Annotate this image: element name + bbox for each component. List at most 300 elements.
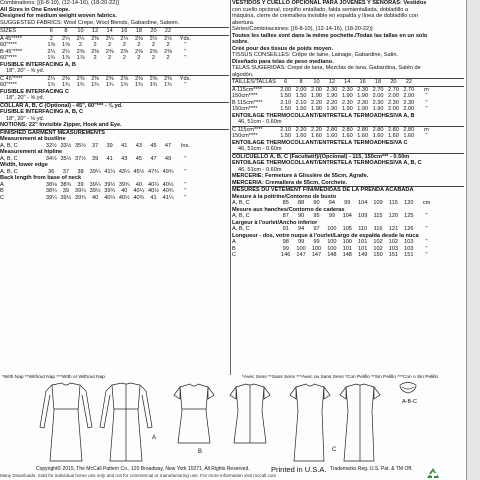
table-cell: 39¾ [104, 188, 116, 194]
table-cell: 41 [106, 155, 113, 162]
size-cell: 12 [328, 79, 335, 85]
metric-yardage-table [232, 87, 464, 113]
table-cell: 91 [282, 226, 289, 232]
table-cell: 2⅜ [134, 35, 143, 42]
notions: NOTIONS: 22" Invisible Zipper, Hook and Eye. [0, 122, 122, 128]
table-cell: 47 [164, 142, 172, 149]
row-label: A [232, 239, 236, 245]
table-cell: 2.10 [280, 99, 292, 106]
table-cell: 102 [373, 239, 383, 245]
table-cell: 99 [282, 245, 289, 252]
table-cell: 40¾ [162, 188, 174, 194]
text-line: SUGGESTED FABRICS: Wool Crepe, Wool Blends, Gabardine, Sateen. [0, 19, 180, 26]
unit-cell: m [424, 86, 429, 93]
text-line: Combinations: [(6-8-10), (12-14-16), (18-20-22)] [0, 0, 119, 6]
table-cell: 2 [137, 42, 141, 48]
table-cell: 2 [122, 42, 126, 48]
table-cell: 2.00 [387, 93, 399, 99]
table-cell: 87 [282, 213, 289, 219]
table-cell: 147 [311, 252, 322, 258]
table-cell: 2½ [149, 35, 158, 42]
table-cell: 37 [91, 142, 99, 149]
table-cell: 2.30 [357, 99, 369, 106]
unit-cell: " [425, 239, 428, 245]
table-cell: 39¼ [45, 194, 57, 201]
view-c-label: C [332, 447, 337, 453]
table-cell: 148 [327, 252, 337, 258]
row-label: A, B, C [232, 226, 250, 232]
table-cell: 1.60 [357, 133, 369, 139]
table-cell: 2.00 [403, 93, 415, 99]
unit-cell: " [184, 168, 187, 175]
table-cell: 2⅜ [105, 75, 114, 82]
table-cell: 85 [282, 200, 289, 206]
table-cell: 2 [166, 42, 170, 48]
size-cell: 20 [150, 28, 157, 34]
entoilage-c-text: 46, 51cm - 0.60m [238, 146, 282, 152]
table-cell: 1.90 [357, 93, 369, 99]
recycle-icon [426, 467, 440, 479]
table-cell: 110 [358, 226, 368, 232]
table-cell: 2.30 [341, 86, 353, 93]
table-cell: 2¼ [62, 35, 70, 42]
col-cuello-yardage: COL/CUELLO A, B, C (Facultatif)/(Opcional) - 115, 150cm*** - 0.50m [232, 153, 410, 160]
table-cell: 36 [48, 168, 55, 175]
size-cell: 10 [313, 79, 320, 85]
table-cell: 104 [342, 213, 352, 219]
table-cell: 40 [135, 181, 142, 188]
table-cell: 1.90 [311, 93, 322, 99]
table-cell: 2.10 [280, 126, 292, 133]
table-cell: 1¾ [47, 82, 56, 88]
table-cell: 40 [91, 194, 99, 201]
table-cell: 101 [357, 245, 368, 252]
fabric-yardage-table [0, 36, 229, 62]
table-cell: 2 [166, 55, 170, 61]
table-cell: 38 [77, 168, 84, 175]
row-label: A, B, C [0, 155, 18, 162]
table-cell: 1.90 [341, 93, 353, 99]
row-label: B 115cm**** [232, 99, 263, 106]
row-label: A 115cm**** [232, 86, 263, 93]
unit-cell: Yds. [179, 35, 191, 42]
table-cell: 39 [62, 188, 69, 194]
text-line: VESTIDOS Y CUELLO OPCIONAL PARA JÓVENES Y SEÑORAS: Vestidos [232, 0, 427, 6]
size-cell: 12 [91, 28, 99, 34]
table-cell: 2⅜ [91, 48, 99, 55]
table-cell: 2¼ [105, 35, 114, 42]
row-label: C 45"**** [0, 75, 23, 82]
trademark: Trademarks Reg. U.S. Pat. & TM Off. [330, 466, 413, 472]
table-cell: 103 [388, 245, 399, 252]
table-cell: 2 [137, 55, 141, 61]
table-cell: 2.70 [372, 86, 384, 93]
table-cell: 1.50 [280, 133, 292, 139]
table-cell: 99 [313, 239, 320, 245]
table-row [232, 200, 464, 207]
table-cell: 2¼ [47, 75, 56, 82]
intro-text [0, 0, 229, 26]
row-label: 60"**** [0, 82, 17, 88]
table-cell: 39 [106, 142, 113, 149]
row-label: A, B, C [232, 213, 250, 219]
table-cell: 2.70 [387, 86, 399, 93]
table-cell: 2.30 [357, 86, 369, 93]
row-label: B [232, 245, 236, 252]
table-cell: 2.00 [311, 86, 322, 93]
table-cell: 88 [297, 200, 305, 206]
size-cell: 8 [299, 79, 303, 85]
table-cell: 2.30 [372, 99, 384, 106]
table-cell: 103 [404, 239, 414, 245]
table-cell: 41 [121, 142, 128, 149]
table-cell: 2 [49, 35, 53, 42]
table-cell: 2⅜ [76, 48, 85, 55]
size-cell: 14 [106, 28, 113, 34]
table-cell: 35½ [75, 142, 86, 149]
unit-cell: " [425, 133, 428, 139]
table-cell: 1.90 [311, 106, 322, 112]
table-cell: 39½ [89, 188, 101, 194]
table-cell: 102 [388, 239, 399, 245]
table-cell: 2.70 [403, 86, 415, 93]
row-label: 150cm**** [232, 133, 258, 139]
table-cell: 1.50 [295, 93, 307, 99]
unit-cell: " [425, 245, 428, 252]
table-cell: 1¾ [91, 82, 99, 88]
unit-cell: " [184, 48, 187, 55]
unit-cell: " [184, 42, 187, 48]
table-cell: 109 [357, 213, 368, 219]
table-cell: 115 [388, 200, 398, 206]
table-cell: 2⅜ [105, 48, 114, 55]
table-cell: 1¾ [105, 82, 114, 88]
table-cell: 104 [357, 200, 368, 206]
table-cell: 99 [328, 213, 335, 219]
table-cell: 149 [357, 252, 368, 258]
table-cell: 39¾ [75, 194, 86, 201]
table-row [232, 252, 464, 259]
table-cell: 38¾ [45, 188, 57, 194]
table-cell: 100 [327, 239, 337, 245]
table-cell: 126 [404, 226, 414, 232]
size-cell: 8 [64, 28, 68, 34]
table-cell: 2.30 [326, 86, 338, 93]
table-cell: 40 [121, 188, 128, 194]
table-cell: 1¾ [47, 55, 56, 61]
finished-measurements-title: FINISHED GARMENT MEASUREMENTS [0, 129, 106, 136]
text-line: abertura. [232, 19, 255, 26]
entoilage-abc-text: 46, 51cm - 0.60m [238, 166, 282, 173]
unit-cell: Yds. [179, 75, 191, 82]
text-line: algodón. [232, 71, 254, 78]
unit-cell: " [184, 194, 187, 201]
width-title: Width, lower edge [0, 162, 48, 168]
table-cell: 2 [108, 42, 112, 48]
column-divider [230, 0, 231, 375]
text-line: Créé pour des tissus de poids moyen. [232, 45, 334, 52]
table-cell: 41¼ [104, 168, 116, 175]
table-cell: 2.80 [387, 126, 399, 133]
text-line: TELAS SUGERIDAS: Crepé de lana, Mezclas de lana, Gabardina, Satén de [232, 65, 421, 71]
fusible-ab-text: 18", 20" - ⅝ yd. [6, 68, 45, 74]
size-cell: 20 [390, 79, 397, 85]
unit-cell: " [184, 155, 187, 162]
merceria-es: MERCERÍA: Cremallera de 55cm, Corchete. [232, 179, 348, 186]
unit-cell: " [425, 226, 428, 232]
table-cell: 2.20 [326, 99, 338, 106]
table-cell: 2 [108, 55, 112, 61]
table-cell: 1.60 [311, 133, 322, 139]
largeur-title: Largeur à l'ourlet/Ancho inferior [232, 219, 318, 226]
fusible-c-title: FUSIBLE INTERFACING C [0, 88, 69, 95]
dress-a-front [40, 383, 92, 461]
row-label: A 45"**** [0, 35, 22, 42]
unit-cell: " [425, 93, 428, 99]
table-cell: 39½ [104, 181, 116, 188]
table-cell: 40½ [148, 188, 159, 194]
table-cell: 115 [373, 213, 383, 219]
nap-symbols-en: *With Nap **Without Nap ***With or Without Nap [2, 375, 105, 380]
row-label: C [232, 252, 237, 258]
table-cell: 1¾ [134, 82, 143, 88]
table-cell: 2 [122, 55, 126, 61]
table-cell: 151 [388, 252, 399, 258]
size-header: SIZES 6 8 10 12 14 16 18 20 22 [0, 28, 229, 35]
table-row [232, 106, 464, 113]
table-cell: 94 [297, 226, 305, 232]
collar-yardage: COLLAR A, B, C (Optional) - 45", 60"*** - ⅛ yd. [0, 102, 123, 109]
dress-b-back [230, 384, 270, 443]
table-cell: 39½ [60, 194, 72, 201]
mesures-title: MESURES DU VÊTEMENT FINI/MEDIDAS DE LA PRENDA ACABADA [232, 187, 414, 193]
table-cell: 120 [404, 200, 414, 206]
table-cell: 1.60 [387, 133, 399, 139]
text-line: con cuello opcional, corpiño entallado, falda semientallada, dobladillo a [232, 6, 409, 13]
table-cell: 2⅜ [164, 48, 172, 55]
unit-cell: m [424, 126, 429, 133]
table-cell: 39 [91, 155, 99, 162]
unit-cell: Ins. [180, 142, 190, 149]
printed-in: Printed in U.S.A. [271, 465, 327, 474]
unit-cell: " [184, 181, 187, 188]
table-row [0, 55, 229, 62]
table-cell: 97 [313, 226, 320, 232]
table-cell: 1.60 [372, 133, 384, 139]
table-cell: 38⅛ [45, 181, 57, 188]
table-cell: 2⅜ [76, 75, 85, 82]
table-row [0, 82, 229, 89]
table-cell: 100 [327, 226, 337, 232]
table-cell: 45 [135, 155, 142, 162]
text-line: Toutes les tailles sont dans la même pochette./Todas las tallas en un solo [232, 32, 428, 39]
table-cell: 2¼ [62, 48, 70, 55]
table-cell: 2.00 [372, 93, 384, 99]
table-cell: 45 [150, 142, 157, 149]
text-line: máquina, cierre de cremallera invisible en espalda y línea de dobladillo con [232, 13, 418, 19]
table-cell: 2⅜ [120, 75, 129, 82]
table-cell: 41 [150, 194, 157, 201]
table-cell: 1.60 [295, 133, 307, 139]
table-cell: 40¼ [104, 194, 116, 201]
table-cell: 2⅜ [62, 75, 70, 82]
table-cell: 2.00 [403, 106, 415, 112]
table-cell: 39¼ [89, 168, 101, 175]
row-label: 60"**** [0, 55, 17, 61]
size-cell: 16 [359, 79, 366, 85]
table-cell: 37½ [75, 155, 86, 162]
table-cell: 2.00 [295, 86, 307, 93]
table-cell: 1⅝ [62, 42, 70, 48]
table-cell: 1.50 [280, 93, 292, 99]
entoilage-c-title: ENTOILAGE THERMOCOLLANT/ENTRETELA TERMOADHESIVA C [232, 139, 408, 146]
english-column [0, 0, 229, 201]
entoilage-ab-text: 46, 51cm - 0.60m [238, 119, 282, 125]
row-label: B 45"**** [0, 48, 23, 55]
table-cell: 1⅞ [62, 55, 70, 61]
table-cell: 120 [388, 213, 399, 219]
unit-cell: " [184, 55, 187, 61]
unit-cell: " [184, 82, 187, 88]
table-cell: 1.50 [295, 106, 307, 112]
table-cell: 41¼ [162, 194, 174, 201]
table-cell: 2 [78, 42, 83, 48]
row-label: A, B, C [0, 168, 18, 175]
table-cell: 1⅝ [47, 42, 56, 48]
table-cell: 2.30 [341, 99, 353, 106]
text-line: All Sizes in One Envelope. [0, 6, 70, 13]
table-cell: 2.00 [387, 106, 399, 112]
table-cell: 2⅜ [149, 48, 158, 55]
table-cell: 32½ [45, 142, 57, 149]
size-cell: 6 [49, 28, 53, 34]
table-cell: 47 [150, 155, 157, 162]
table-cell: 1¾ [62, 82, 70, 88]
dress-a-back [100, 383, 152, 461]
table-cell: 1.50 [280, 106, 292, 112]
text-line: Diseñado para telas de peso mediano. [232, 58, 334, 65]
unit-cell: " [425, 106, 428, 112]
table-cell: 101 [357, 239, 368, 245]
table-cell: 100 [342, 239, 352, 245]
table-cell: 2.30 [403, 99, 415, 106]
table-cell: 47¾ [148, 168, 159, 175]
table-cell: 2¼ [47, 48, 56, 55]
table-cell: 2.30 [387, 99, 399, 106]
table-cell: 2.00 [280, 86, 292, 93]
hanches-title: Mesure aux hanches/Contorno de caderas [232, 206, 345, 213]
bust-title: Measurement at bustline [0, 136, 66, 142]
table-cell: 94 [328, 200, 335, 206]
table-cell: 2½ [164, 35, 172, 42]
table-cell: 1.90 [326, 93, 338, 99]
table-cell: 1.60 [341, 133, 353, 139]
view-c-yardage [0, 76, 229, 89]
table-cell: 1.90 [341, 106, 353, 112]
table-cell: 43 [135, 142, 142, 149]
table-cell: 125 [404, 213, 414, 219]
table-cell: 2.80 [341, 126, 353, 133]
table-cell: 40¼ [133, 188, 145, 194]
table-cell: 34½ [45, 155, 57, 162]
row-label: C [0, 194, 5, 201]
table-cell: 2 [151, 42, 156, 48]
text-line: TISSUS CONSEILLÉS: Crêpe de laine, Lainage, Gabardine, Satin. [232, 52, 399, 58]
size-cell: 22 [164, 28, 172, 34]
table-cell: 151 [404, 252, 414, 258]
table-cell: 2⅜ [134, 75, 143, 82]
view-abc-label: A-B-C [402, 399, 417, 405]
table-cell: 1.90 [326, 106, 338, 112]
back-length-title: Back length from base of neck [0, 175, 82, 181]
size-header-fr-es: TAILLES/TALLAS 6 8 10 12 14 16 18 20 22 [232, 79, 464, 86]
fusible-abc-text: 18", 20" - ⅛ yd. [6, 115, 45, 122]
table-cell: 103 [404, 245, 414, 252]
garment-flat-sketches [0, 381, 466, 465]
table-cell: 43 [121, 155, 128, 162]
hip-title: Measurement at hipline [0, 149, 63, 155]
table-cell: 40¾ [133, 194, 145, 201]
table-cell: 99 [297, 239, 305, 245]
table-cell: 98 [282, 239, 289, 245]
table-cell: 100 [327, 245, 337, 252]
table-cell: 105 [342, 226, 352, 232]
table-cell: 40½ [118, 194, 130, 201]
table-cell: 150 [373, 252, 383, 258]
page-edge-rail [466, 0, 480, 480]
size-cell: 14 [344, 79, 351, 85]
unit-cell: " [425, 99, 428, 106]
size-cell: 16 [121, 28, 128, 34]
text-line: Séries/Combinaciones: [(6-8-10), (12-14-16), (18-20-22)] [232, 26, 373, 32]
table-cell: 146 [281, 252, 291, 258]
size-cell: 18 [135, 28, 142, 34]
table-cell: 2¼ [120, 35, 129, 42]
row-label: A [0, 181, 4, 188]
table-cell: 49¾ [162, 168, 174, 175]
table-cell: 35½ [60, 155, 72, 162]
fusible-c-text: 18", 20" - ⅝ yd. [6, 95, 45, 101]
table-cell: 2⅜ [91, 35, 99, 42]
unit-cell: cm [422, 200, 431, 206]
collar-sketch [400, 383, 416, 394]
table-cell: 33½ [60, 142, 72, 149]
table-cell: 1¾ [149, 82, 158, 88]
french-spanish-column [232, 0, 464, 259]
table-cell: 2⅜ [149, 75, 158, 82]
table-cell: 1¾ [164, 82, 172, 88]
row-label: 60"**** [0, 42, 17, 48]
table-cell: 39¼ [89, 181, 101, 188]
fusible-ab-title: FUSIBLE INTERFACING A, B [0, 61, 76, 68]
table-cell: 37 [62, 168, 69, 175]
text-line: Designed for medium weight woven fabrics. [0, 13, 117, 19]
table-cell: 102 [373, 245, 383, 252]
table-cell: 90 [297, 213, 305, 219]
table-cell: 101 [342, 245, 352, 252]
table-cell: 99 [344, 200, 351, 206]
table-cell: 2.80 [326, 126, 338, 133]
entoilage-abc-title: ENTOILAGE THERMOCOLLANT/ENTRETELA TERMOADHESIVA A, B, C [232, 160, 422, 166]
table-cell: 49 [164, 155, 172, 162]
table-cell: 1¾ [76, 82, 85, 88]
footer-more: Many Downloads. Sold for individual home use only and not for commercial or manufacturing use. For more information visit mccall.com [0, 473, 277, 478]
nap-symbols-fr-es: *Avec Sens **Sans Sens ***Avec ou Sans Sens *Con Pelillo **Sin Pelillo ***Con o Sin Pelillo [242, 375, 439, 380]
table-cell: 2.20 [295, 126, 307, 133]
table-cell: 39¼ [75, 188, 86, 194]
table-cell: 2 [151, 55, 156, 61]
table-cell: 2 [93, 42, 97, 48]
